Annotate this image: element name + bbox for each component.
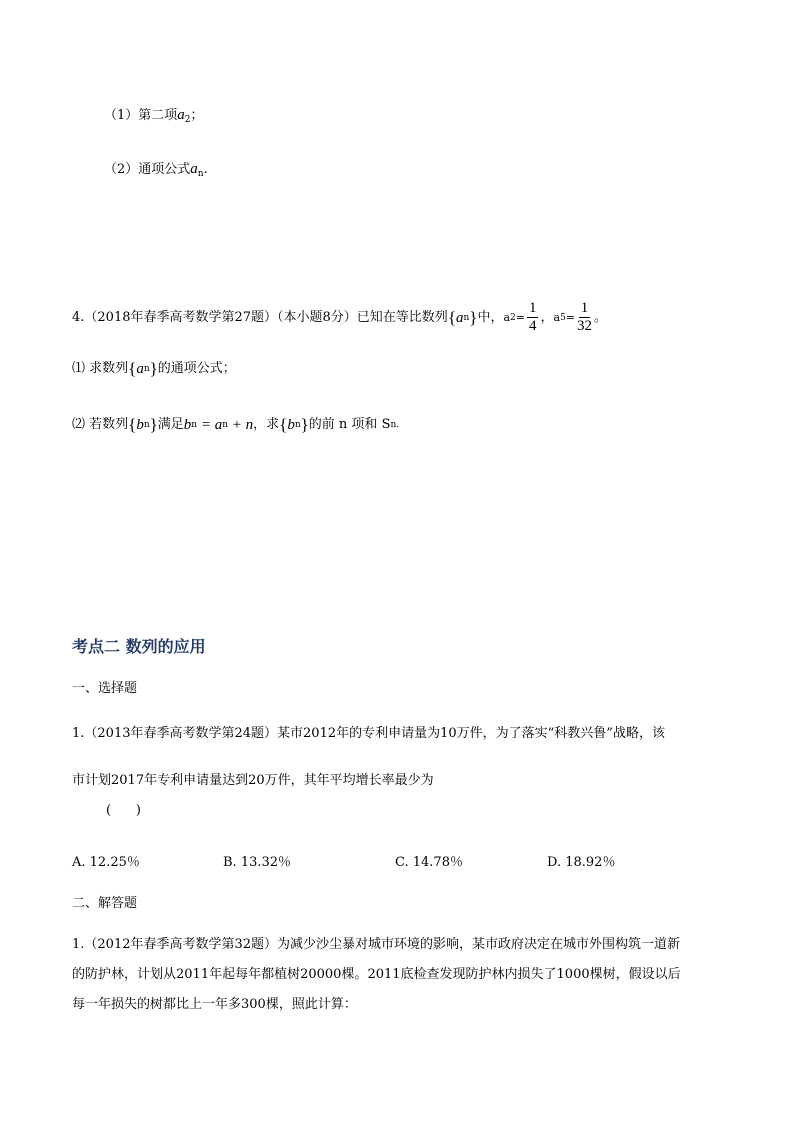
- q1-suffix: ；: [190, 108, 204, 123]
- answer-header: 二、解答题: [72, 896, 138, 911]
- part1-q2: [104, 160, 208, 183]
- sub2-suffix: 的前 n 项和 S: [308, 417, 391, 432]
- sub2-prefix: ⑵ 若数列: [72, 417, 129, 432]
- q2-suffix: .: [203, 162, 208, 177]
- a2-label: a: [503, 310, 511, 324]
- a5-eq: =: [565, 310, 576, 324]
- problem4-sub2: [72, 416, 399, 434]
- sub2-comma: ，求: [253, 417, 280, 432]
- q1-text: （1）第二项: [104, 108, 178, 123]
- q2-sub: n: [197, 169, 204, 179]
- problem4-sub1: [72, 360, 236, 378]
- brace-close: }: [300, 415, 309, 434]
- choice-q1-line1: 1.（2013年春季高考数学第24题）某市2012年的专利申请量为10万件，为了落实“科教兴鲁”战略，该: [72, 726, 665, 741]
- part1-q1: [104, 106, 204, 129]
- formula-eq: =: [197, 417, 215, 433]
- q1-var: a: [177, 107, 185, 123]
- a5-num: 1: [580, 300, 589, 316]
- a2-fraction: [527, 300, 539, 335]
- q2-text: （2）通项公式: [104, 162, 191, 177]
- a5-sub: 5: [560, 312, 566, 323]
- section-title: 考点二 数列的应用: [72, 637, 206, 656]
- q2-var: a: [190, 161, 198, 177]
- a2-den: 4: [528, 318, 537, 334]
- brace-open: {: [447, 307, 456, 327]
- sub1-sub: n: [143, 364, 150, 374]
- option-c: C. 14.78％: [395, 855, 463, 870]
- a5-label: a: [553, 310, 561, 324]
- formula-b-sub: n: [191, 420, 198, 430]
- a5-den: 32: [577, 318, 593, 334]
- seq-var: a: [455, 309, 464, 326]
- brace-open: {: [128, 359, 137, 378]
- option-b: B. 13.32％: [223, 855, 292, 870]
- a2-num: 1: [528, 300, 537, 316]
- a5-fraction: [577, 300, 592, 335]
- answer-q1-line1: 1.（2012年春季高考数学第32题）为减少沙尘暴对城市环境的影响，某市政府决定在城市外围构筑一道新: [72, 937, 681, 952]
- brace-close: }: [469, 307, 478, 327]
- formula-a-sub: n: [222, 420, 229, 430]
- sub1-var: a: [136, 361, 144, 377]
- sub2-sub: n: [143, 420, 150, 430]
- option-d: D. 18.92％: [547, 855, 616, 870]
- problem4-lead: 4.（2018年春季高考数学第27题）（本小题8分）已知在等比数列: [72, 309, 448, 325]
- answer-q1-line2: 的防护林，计划从2011年起每年都植树20000棵。2011底检查发现防护林内损失了1000棵树，假设以后: [72, 967, 681, 982]
- sub2-var: b: [136, 417, 144, 433]
- formula-b: b: [183, 417, 192, 433]
- problem4-sep: ，: [540, 309, 554, 325]
- brace-open: {: [279, 415, 288, 434]
- q1-sub: 2: [184, 115, 191, 125]
- problem4-mid: 中，: [477, 309, 504, 325]
- formula-a: a: [214, 417, 223, 433]
- choice-header: 一、选择题: [72, 681, 138, 696]
- sub1-suffix: 的通项公式；: [157, 361, 236, 376]
- answer-q1-line3: 每一年损失的树都比上一年多300棵，照此计算：: [72, 997, 357, 1012]
- sub2-var-2: b: [287, 417, 295, 433]
- a2-eq: =: [515, 310, 525, 324]
- problem4-stem: [72, 300, 607, 335]
- brace-close: }: [149, 359, 158, 378]
- choice-q1-line2: 市计划2017年专利申请量达到20万件，其年平均增长率最少为: [72, 773, 434, 788]
- problem4-end: 。: [594, 309, 608, 325]
- sub2-end-sub: n.: [390, 420, 400, 430]
- seq-sub: n: [463, 312, 470, 323]
- sub2-sub-2: n: [294, 420, 301, 430]
- brace-open: {: [128, 415, 137, 434]
- brace-close: }: [149, 415, 158, 434]
- option-a: A. 12.25％: [72, 855, 140, 870]
- formula-plus: + n: [228, 417, 254, 433]
- choice-q1-paren: ( ): [106, 803, 141, 818]
- a2-sub: 2: [510, 312, 516, 323]
- sub2-mid: 满足: [157, 417, 184, 432]
- sub1-prefix: ⑴ 求数列: [72, 361, 129, 376]
